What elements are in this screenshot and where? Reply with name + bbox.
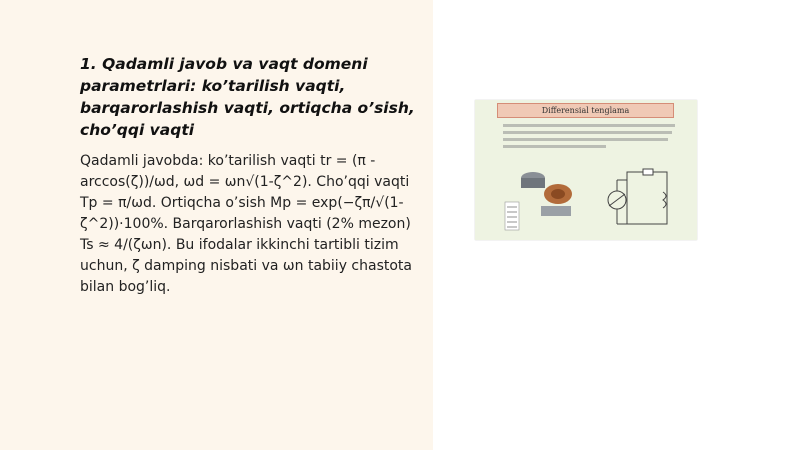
- thumbnail-text-block: [503, 124, 675, 152]
- thumbnail-title: Differensial tenglama: [497, 103, 674, 118]
- thumbnail-text-line: [503, 124, 675, 127]
- circuit-loop: [627, 172, 667, 224]
- slide-heading: 1. Qadamli javob va vaqt domeni parametrlari: ko’tarilish vaqti, barqarorlashish vaqti, ortiqcha o’sish, cho’qqi vaqti: [80, 55, 415, 139]
- motor-body: [521, 178, 545, 188]
- slide-body-text: Qadamli javobda: ko’tarilish vaqti tr = (π - arccos(ζ))/ωd, ωd = ωn√(1-ζ^2). Cho’qqi vaqti Tp = π/ωd. Ortiqcha o’sish Mp = exp(−ζπ/√(1-ζ^2))·100%. Barqarorlashish vaqti (2% mezon) Ts ≈ 4/(ζωn). Bu ifodalar ikkinchi tartibli tizim uchun, ζ damping nisbati va ωn tabiiy chastota bilan bog’liq.: [80, 153, 412, 295]
- thumbnail-text-line: [503, 145, 606, 148]
- circuit-resistor: [643, 169, 653, 175]
- motor-legend: [505, 202, 519, 230]
- motor-shaft: [541, 206, 571, 216]
- motor-illustration: [503, 164, 595, 234]
- motor-core: [551, 189, 565, 199]
- circuit-diagram: [597, 166, 685, 230]
- slide-thumbnail-image: [475, 100, 697, 240]
- thumbnail-text-line: [503, 131, 672, 134]
- thumbnail-text-line: [503, 138, 668, 141]
- circuit-inductor: [663, 192, 666, 208]
